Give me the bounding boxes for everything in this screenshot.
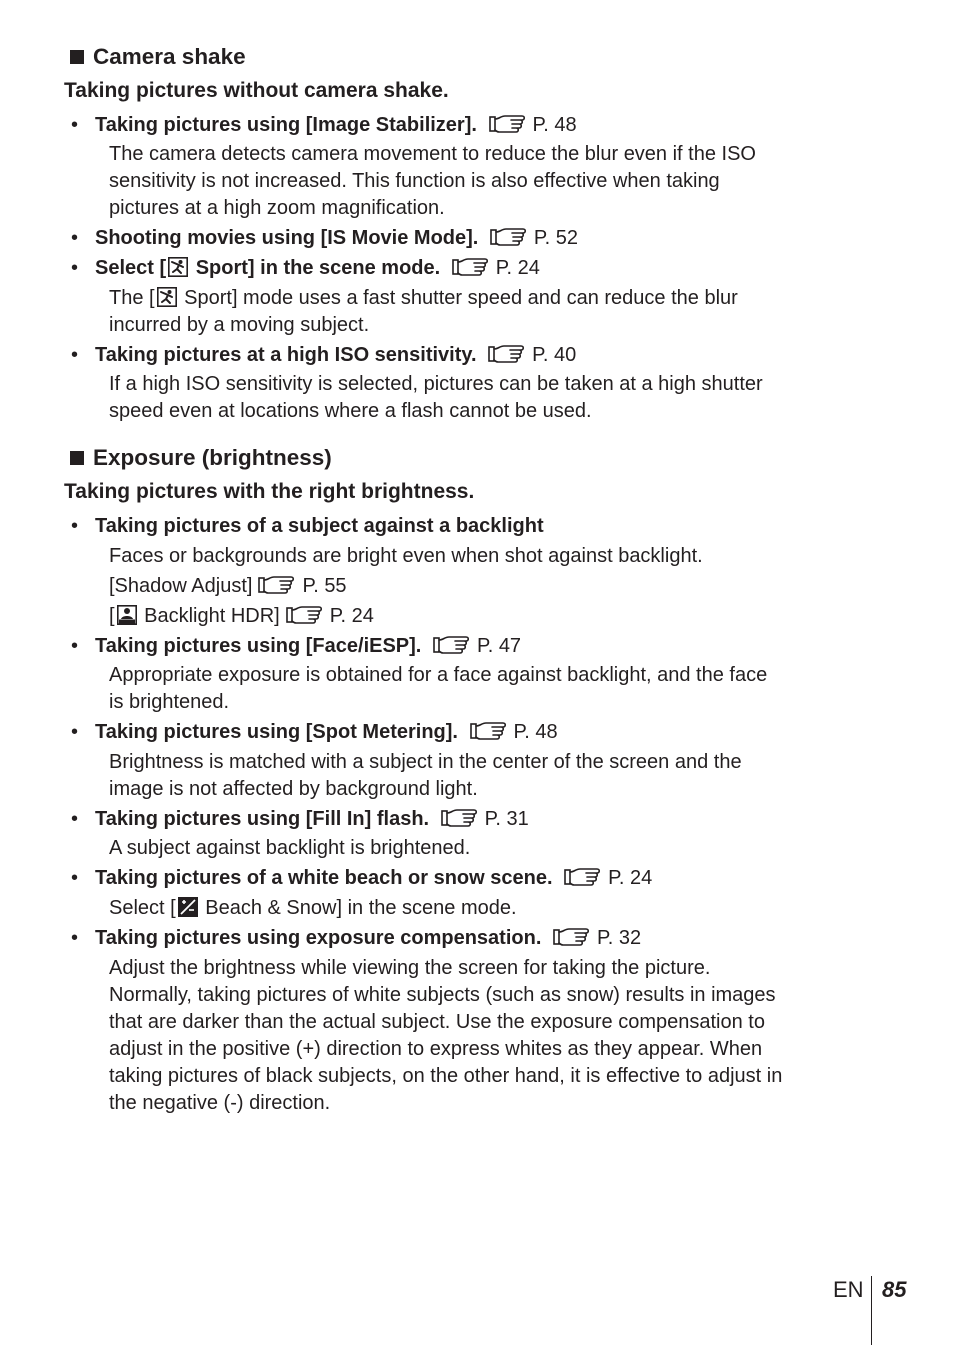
square-bullet-icon — [70, 451, 84, 465]
list-item — [95, 513, 544, 539]
list-item — [95, 255, 540, 281]
description-line — [109, 895, 517, 922]
description-line: the negative (-) direction. — [109, 1092, 331, 1114]
section-heading-camera-shake — [67, 43, 246, 71]
description-line: Faces or backgrounds are bright even when shot against backlight. — [109, 545, 703, 567]
sport-scene-icon — [168, 257, 188, 277]
item-label: Taking pictures using [Face/iESP]. — [95, 635, 422, 657]
description-line — [109, 285, 738, 312]
item-description — [109, 285, 738, 339]
list-item — [95, 806, 529, 832]
hdr-label-post: Backlight HDR] — [138, 605, 280, 627]
sport-scene-icon — [157, 287, 177, 307]
description-line: The camera detects camera movement to reduce the blur even if the ISO — [109, 143, 756, 165]
item-label: Taking pictures of a white beach or snow scene. — [95, 867, 553, 889]
list-item — [95, 925, 641, 951]
list-item — [95, 719, 558, 745]
pointing-hand-icon — [470, 721, 508, 741]
item-label: Taking pictures using [Spot Metering]. — [95, 721, 458, 743]
backlight-hdr-icon — [117, 605, 137, 625]
description-line: A subject against backlight is brightened. — [109, 837, 471, 859]
item-label: Taking pictures using [Image Stabilizer]. — [95, 114, 477, 136]
description-line: Adjust the brightness while viewing the screen for taking the picture. — [109, 957, 711, 979]
list-item — [95, 112, 577, 138]
list-item — [95, 865, 652, 891]
pointing-hand-icon — [433, 635, 471, 655]
pointing-hand-icon — [441, 808, 479, 828]
description-line: sensitivity is not increased. This function is also effective when taking — [109, 170, 720, 192]
description-line: taking pictures of black subjects, on the other hand, it is effective to adjust in — [109, 1065, 783, 1087]
item-label-pre: Select [ — [95, 257, 167, 279]
square-bullet-icon — [70, 50, 84, 64]
pointing-hand-icon — [258, 575, 296, 595]
item-description — [109, 662, 767, 716]
page-reference: P. 40 — [532, 344, 577, 366]
page-reference: P. 32 — [596, 927, 642, 949]
item-description — [109, 543, 703, 630]
page-number: 85 — [882, 1277, 907, 1302]
list-item — [95, 342, 576, 368]
pointing-hand-icon — [488, 344, 526, 364]
item-description — [109, 835, 470, 862]
description-line: pictures at a high zoom magnification. — [109, 197, 445, 219]
description-line: If a high ISO sensitivity is selected, pictures can be taken at a high shutter — [109, 373, 763, 395]
item-label: Taking pictures at a high ISO sensitivity. — [95, 344, 477, 366]
section-subtitle: Taking pictures with the right brightness. — [64, 480, 475, 503]
description-line: image is not affected by background light. — [109, 778, 478, 800]
item-description — [109, 141, 756, 222]
page-reference: P. 24 — [495, 257, 540, 279]
description-line: that are darker than the actual subject. Use the exposure compensation to — [109, 1011, 765, 1033]
item-label: Shooting movies using [IS Movie Mode]. — [95, 227, 479, 249]
page-reference: P. 47 — [476, 635, 522, 657]
description-post: Beach & Snow] in the scene mode. — [199, 897, 517, 919]
description-line: Appropriate exposure is obtained for a face against backlight, and the face — [109, 664, 768, 686]
item-label-post: Sport] in the scene mode. — [190, 257, 441, 279]
hdr-label-pre: [ — [109, 605, 115, 627]
language-code: EN — [833, 1277, 864, 1302]
pointing-hand-icon — [286, 605, 324, 625]
description-pre: Select [ — [109, 897, 176, 919]
page-reference: P. 48 — [513, 721, 558, 743]
description-line: speed even at locations where a flash cannot be used. — [109, 400, 592, 422]
list-item — [95, 633, 521, 659]
description-line: Brightness is matched with a subject in the center of the screen and the — [109, 751, 742, 773]
description-line: incurred by a moving subject. — [109, 314, 370, 336]
page-reference: P. 31 — [484, 808, 529, 830]
pointing-hand-icon — [553, 927, 591, 947]
section-title: Camera shake — [93, 44, 246, 69]
page-reference: P. 48 — [532, 114, 577, 136]
item-label: Taking pictures using [Fill In] flash. — [95, 808, 430, 830]
description-line — [109, 573, 703, 603]
shadow-adjust-label: [Shadow Adjust] — [109, 575, 253, 597]
page-reference: P. 24 — [329, 605, 374, 627]
pointing-hand-icon — [452, 257, 490, 277]
description-post: Sport] mode uses a fast shutter speed and can reduce the blur — [178, 287, 738, 309]
page-reference: P. 24 — [608, 867, 653, 889]
section-subtitle: Taking pictures without camera shake. — [64, 79, 449, 102]
page-reference: P. 55 — [302, 575, 347, 597]
section-heading-exposure — [67, 444, 332, 472]
list-item — [95, 225, 578, 251]
description-line: is brightened. — [109, 691, 230, 713]
beach-snow-icon — [178, 897, 198, 917]
item-description — [109, 895, 517, 922]
description-line: Normally, taking pictures of white subjects (such as snow) results in images — [109, 984, 776, 1006]
item-label: Taking pictures using exposure compensation. — [95, 927, 542, 949]
item-label: Taking pictures of a subject against a backlight — [95, 515, 544, 537]
section-title: Exposure (brightness) — [93, 445, 332, 470]
pointing-hand-icon — [564, 867, 602, 887]
description-line — [109, 603, 703, 630]
description-pre: The [ — [109, 287, 155, 309]
item-description — [109, 371, 763, 425]
description-line: adjust in the positive (+) direction to express whites as they appear. When — [109, 1038, 763, 1060]
pointing-hand-icon — [489, 114, 527, 134]
page-reference: P. 52 — [533, 227, 579, 249]
pointing-hand-icon — [490, 227, 528, 247]
item-description — [109, 955, 782, 1117]
footer-divider — [871, 1276, 872, 1345]
item-description — [109, 749, 742, 803]
